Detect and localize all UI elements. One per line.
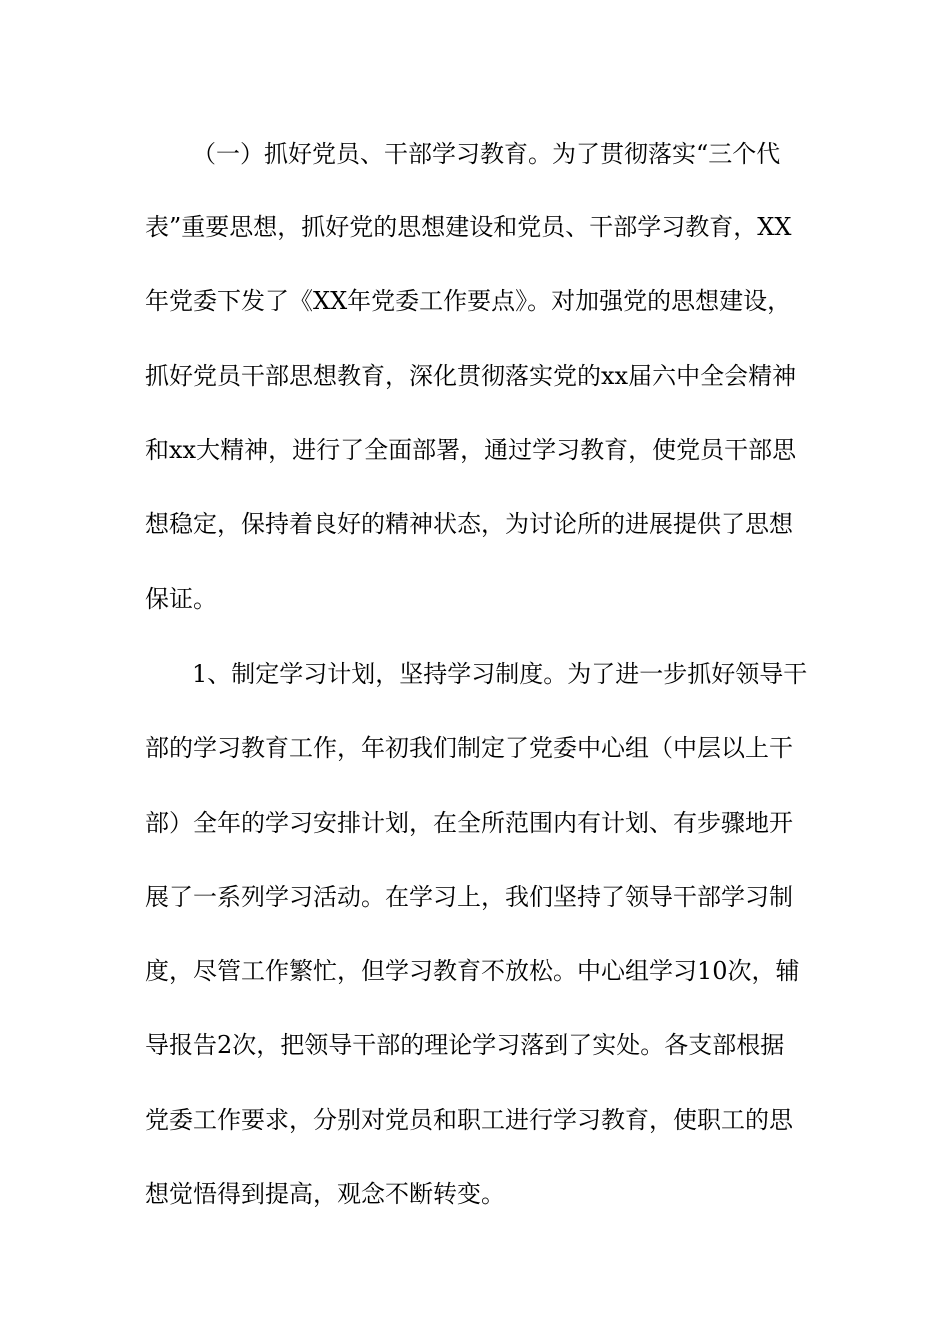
paragraph-2-line-3: 部）全年的学习安排计划，在全所范围内有计划、有步骤地开 — [145, 809, 793, 837]
paragraph-1-line-1: （一）抓好党员、干部学习教育。为了贯彻落实“三个代 — [192, 140, 781, 168]
paragraph-2-line-2: 部的学习教育工作，年初我们制定了党委中心组（中层以上干 — [145, 734, 793, 762]
paragraph-2-line-6: 导报告2次，把领导干部的理论学习落到了实处。各支部根据 — [145, 1031, 785, 1059]
paragraph-2-line-5: 度，尽管工作繁忙，但学习教育不放松。中心组学习10次，辅 — [145, 957, 800, 985]
paragraph-1-line-4: 抓好党员干部思想教育，深化贯彻落实党的xx届六中全会精神 — [145, 362, 797, 390]
paragraph-1-line-7: 保证。 — [145, 585, 217, 613]
paragraph-1-line-2: 表”重要思想，抓好党的思想建设和党员、干部学习教育，XX — [145, 213, 792, 241]
paragraph-1-line-5: 和xx大精神，进行了全面部署，通过学习教育，使党员干部思 — [145, 436, 797, 464]
paragraph-1-line-3: 年党委下发了《XX年党委工作要点》。对加强党的思想建设， — [145, 287, 792, 315]
paragraph-1-line-6: 想稳定，保持着良好的精神状态，为讨论所的进展提供了思想 — [145, 510, 793, 538]
paragraph-2-line-1: 1、制定学习计划，坚持学习制度。为了进一步抓好领导干 — [192, 660, 808, 688]
paragraph-2-line-7: 党委工作要求，分别对党员和职工进行学习教育，使职工的思 — [145, 1106, 793, 1134]
paragraph-2-line-8: 想觉悟得到提高，观念不断转变。 — [145, 1180, 505, 1208]
paragraph-2-line-4: 展了一系列学习活动。在学习上，我们坚持了领导干部学习制 — [145, 883, 793, 911]
